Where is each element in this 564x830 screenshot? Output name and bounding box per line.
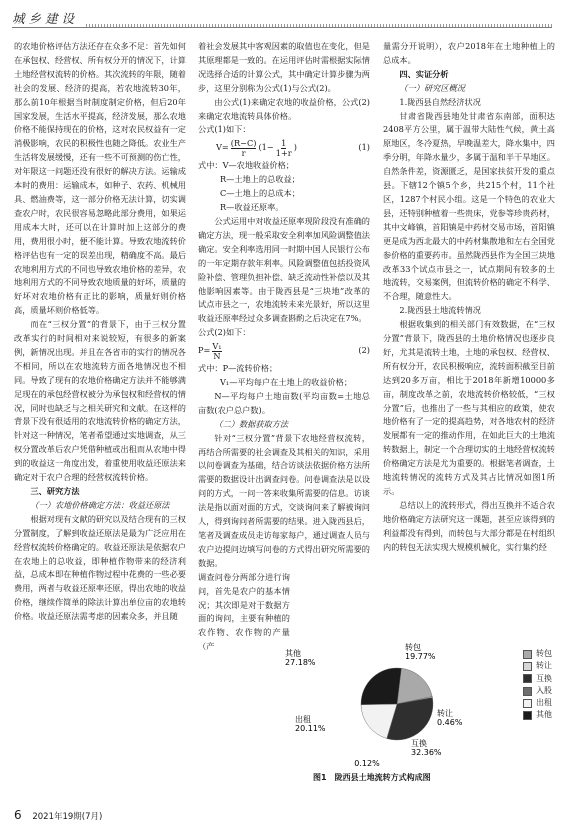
legend-item: [523, 709, 552, 721]
formula-where: 式中：P—流转价格；: [198, 363, 278, 374]
legend-label: 出租: [536, 698, 552, 708]
page-footer: [14, 808, 102, 822]
paragraph: 而在“三权分置”的背景下，由于三权分置改革实行的时间相对来说较短，有很多的新案例，新情况出现。并且在各省市的实行的情况各不相同，所以在农地流转方面各地情况也不相同。导致了现有的农地价格确定方法并不能够满足现在的承包经营权被分为承包权和经营权的情况，同时也缺乏与之相关研究和文献。在这样的背景下没有很适用的农地流转价格的确定方法，针对这一种情况，笔者希望通过实地调查，从三权分置改革后农户凭借种植或出租而从农地中得到的收益这一角度出发，着重使用收益还原法来确定对于农户合理的经营权流转价格。: [14, 319, 186, 483]
pie-slice-5: [361, 668, 401, 705]
paragraph: 总结以上的流转形式，得出互换并不适合农地价格确定方法研究这一课题，甚至应该得到的利益都没有得到，而转包与大部分都是在村组织内的转包无法实现大规模机械化，实行集约经: [383, 499, 555, 552]
legend-item: [523, 648, 552, 660]
formula-label: 公式(1)如下：: [198, 124, 251, 135]
section-heading: 三、研究方法: [30, 486, 80, 496]
legend-label: 互换: [536, 673, 552, 683]
subsection-heading: （二）数据获取方法: [214, 418, 289, 429]
pie-chart: [287, 642, 557, 770]
legend-label: 转包: [536, 649, 552, 658]
legend-swatch: [523, 711, 532, 720]
figure-caption: 图1 陇西县土地流转方式构成图: [313, 773, 431, 782]
paragraph: 由公式(1)来确定农地的收益价格，公式(2)来确定农地流转具体价格。: [198, 96, 370, 121]
legend-label: 转让: [536, 661, 552, 671]
slice-label: 其他 27.18%: [285, 649, 316, 667]
paragraph: 根据对现有文献的研究以及结合现有的三权分置制度，了解到收益还原法是最为广泛应用在经营权流转价格确定的。收益还原法是依据农户在农地上的总收益，即种植作物带来的经济利益，总成本即在种植作物过程中花费的一些必要费用，两者与收益还原率还原，得出农地的收益价格，继续作简单的除法计算出单位亩的农地转价格。收益还原法需考虑的因素众多，并且随: [14, 513, 186, 622]
formula-def: C—土地上的总成本；: [220, 188, 300, 199]
legend-item: [523, 660, 552, 672]
legend-label: 其他: [536, 710, 552, 720]
paragraph: 甘肃省陇西县地处甘肃省东南部，面积达2408平方公里，属于温带大陆性气候，黄土高原地区，冬冷夏热，早晚温差大，降水集中，四季分明，年降水量少，多属于温和半干旱地区。自然条件差，资源匮乏，是国家扶贫开发的重点县。下辖12个镇5个乡，共215个村，11个社区，1287个村民小组。这是一个特色的农业大县，还特别种植着一些贵床，党参等珍贵药材，其中文峰镇，首阳镇是中药材交易市场，首阳镇更是成为西北最大的中药材集散地和左右全国党参价格的重要药市。虽然陇西县作为全国三块地改革33个试点市县之一，试点期间有较多的土地流转，交易案例，但流转价格的确定不科学、不合理，随意性大。: [383, 110, 555, 302]
column-3: [383, 40, 555, 555]
slice-label: 转包 19.77%: [405, 643, 436, 661]
formula-def: N—平均每户土地亩数(平均亩数=土地总亩数(农户总户数)。: [198, 390, 370, 415]
formula-2-number: (2): [358, 345, 370, 356]
legend-swatch: [523, 687, 532, 696]
legend-swatch: [523, 674, 532, 683]
chart-legend: [523, 648, 552, 722]
subsection-heading: 1.陇西县自然经济状况: [399, 96, 481, 107]
legend-swatch: [523, 699, 532, 708]
issue-info: 2021年19期(7月): [32, 812, 103, 822]
column-2: [198, 40, 370, 654]
journal-section-title: 城乡建设: [12, 11, 79, 26]
legend-label: 入股: [536, 685, 552, 695]
paragraph: 着社会发展其中客观因素的取值也在变化，但是其原理都是一致的。在运用评估时需根据实际情况选择合适的计算公式，其中确定计算步骤为两步，这里分别称为公式(1)与公式(2)。: [198, 41, 370, 93]
paragraph: 公式运用中对收益还原率现阶段没有准确的确定方法，现一般采取安全利率加风险调整值法确定。安全利率选用同一时期中国人民银行公布的一年定期存款年利率。风险调整值包括投资风险补偿、管理负担补偿、缺乏流动性补偿以及其他影响因素等。由于陇西县是“三块地”改革的试点市县之一，农地流转未来光景好，所以这里收益还原率经过众多调查斟酌之后决定在7%。: [198, 215, 370, 324]
slice-label: 互换 32.36%: [411, 739, 442, 757]
page-header: [0, 0, 564, 32]
legend-item: [523, 697, 552, 709]
formula-label: 公式(2)如下：: [198, 327, 251, 338]
column-1: [14, 40, 186, 624]
slice-label: 出租 20.11%: [295, 715, 326, 733]
legend-item: [523, 685, 552, 697]
paragraph: 量需分开说明），农户2018年在土地种植上的总成本。: [383, 41, 555, 65]
legend-swatch: [523, 662, 532, 671]
formula-1-expr: V= (R−C) r (1− 1 1+r ): [216, 137, 297, 158]
formula-def: R—收益还原率。: [220, 202, 284, 213]
formula-def: R—土地上的总收益；: [220, 174, 300, 185]
formula-where: 式中：V—农地收益价格；: [198, 160, 294, 171]
header-rule: [12, 27, 552, 28]
subsection-heading: 2.陇西县土地流转情况: [399, 305, 481, 316]
paragraph: 根据收集到的相关部门有效数据，在“三权分置”背景下，陇西县的土地价格情况也逐步良好，尤其是流转土地，土地的承包权、经营权、所有权分开，农民积极响应，流转面积截至目前达到20多万亩，相比于2018年新增10000多亩，制度改革之前，农地流转价格较低，“三权分置”后，也推出了一些与其相应的政策，使农地价格有了一定的提高趋势，对各地农村的经济发展都有一定的推动作用，在如此巨大的土地流转数据上，制定一个合理切实的土地经营权流转价格确定方法是尤为重要的。根据笔者调查，土地流转情况的流转方式及其占比情况如图1所示。: [383, 319, 555, 496]
page-number: 6: [14, 808, 22, 822]
slice-label: 转让 0.46%: [437, 709, 463, 727]
legend-item: [523, 673, 552, 685]
formula-2: [198, 340, 370, 362]
pie-chart-svg: [287, 642, 517, 770]
paragraph: 调查问卷分两部分进行询问，首先是农户的基本情况；其次即是对于数据方面的询问，主要有种植的农作物、农作物的产量（产: [198, 571, 290, 652]
section-heading: 四、实证分析: [399, 68, 449, 79]
formula-2-expr: P= V₁ N: [198, 340, 222, 361]
formula-1-number: (1): [358, 142, 370, 153]
formula-1: [198, 137, 370, 159]
paragraph: 针对“三权分置”背景下农地经营权流转，再结合所需要的社会调查及其相关的知识，采用以问卷调查为基础，结合访谈法依据价格方法所需要的数据设计出调查问卷。问卷调查法是以设问的方式，一问一答来收集所需要的信息。访谈法是指以面对面的方式，交谈询问来了解被询问人，得到询问者所需要的结果。进入陇西县后，笔者及调查成员走访每家每户，通过调查人员与农户边提问边填写问卷的方式得出研究所需要的数据。: [198, 432, 370, 568]
subsection-heading: （一）研究区概况: [399, 82, 465, 93]
slice-label: 0.12%: [354, 759, 380, 768]
subsection-heading: （一）农地价格确定方法：收益还原法: [30, 499, 170, 510]
formula-def: V₁—平均每户在土地上的收益价格；: [220, 377, 353, 388]
legend-swatch: [523, 650, 532, 659]
paragraph: 的农地价格评估方法还存在众多不足：首先如何在承包权、经营权、所有权分开的情况下，计算土地经营权流转的价格。其次流转的年限，随着社会的发展、经济的提高，若农地流转30年，那么前10年根据当时制度制定价格，但后20年国家发展，生活水平提高，经济发展，那么农地价格不能保持现在的价格，这对农民权益有一定消极影响，农民的积极性也随之降低。农业生产生活将发展缓慢，还有一些不可预测的伤亡性，对年限这一问题还没有很好的解决方法。运输成本时的费用：运输成本，如种子、农药、机械用具、燃油费等，这一部分价格无法计算，切实调查农户时，农民很容易忽略此部分费用，如果运用成本大时，还可以在计算时加上这部分的费用，费用很小时，便不能计算。导致农地流转价格评估也有一定的误差出现，精确度不高。最后农地利用方式的不同也导致农地价格的差异，农地利用方式的不同导致农地质量的好坏，质量的好坏对农地价格有正比的影响，质量好则价格高，质量坏则价格低等。: [14, 41, 186, 316]
